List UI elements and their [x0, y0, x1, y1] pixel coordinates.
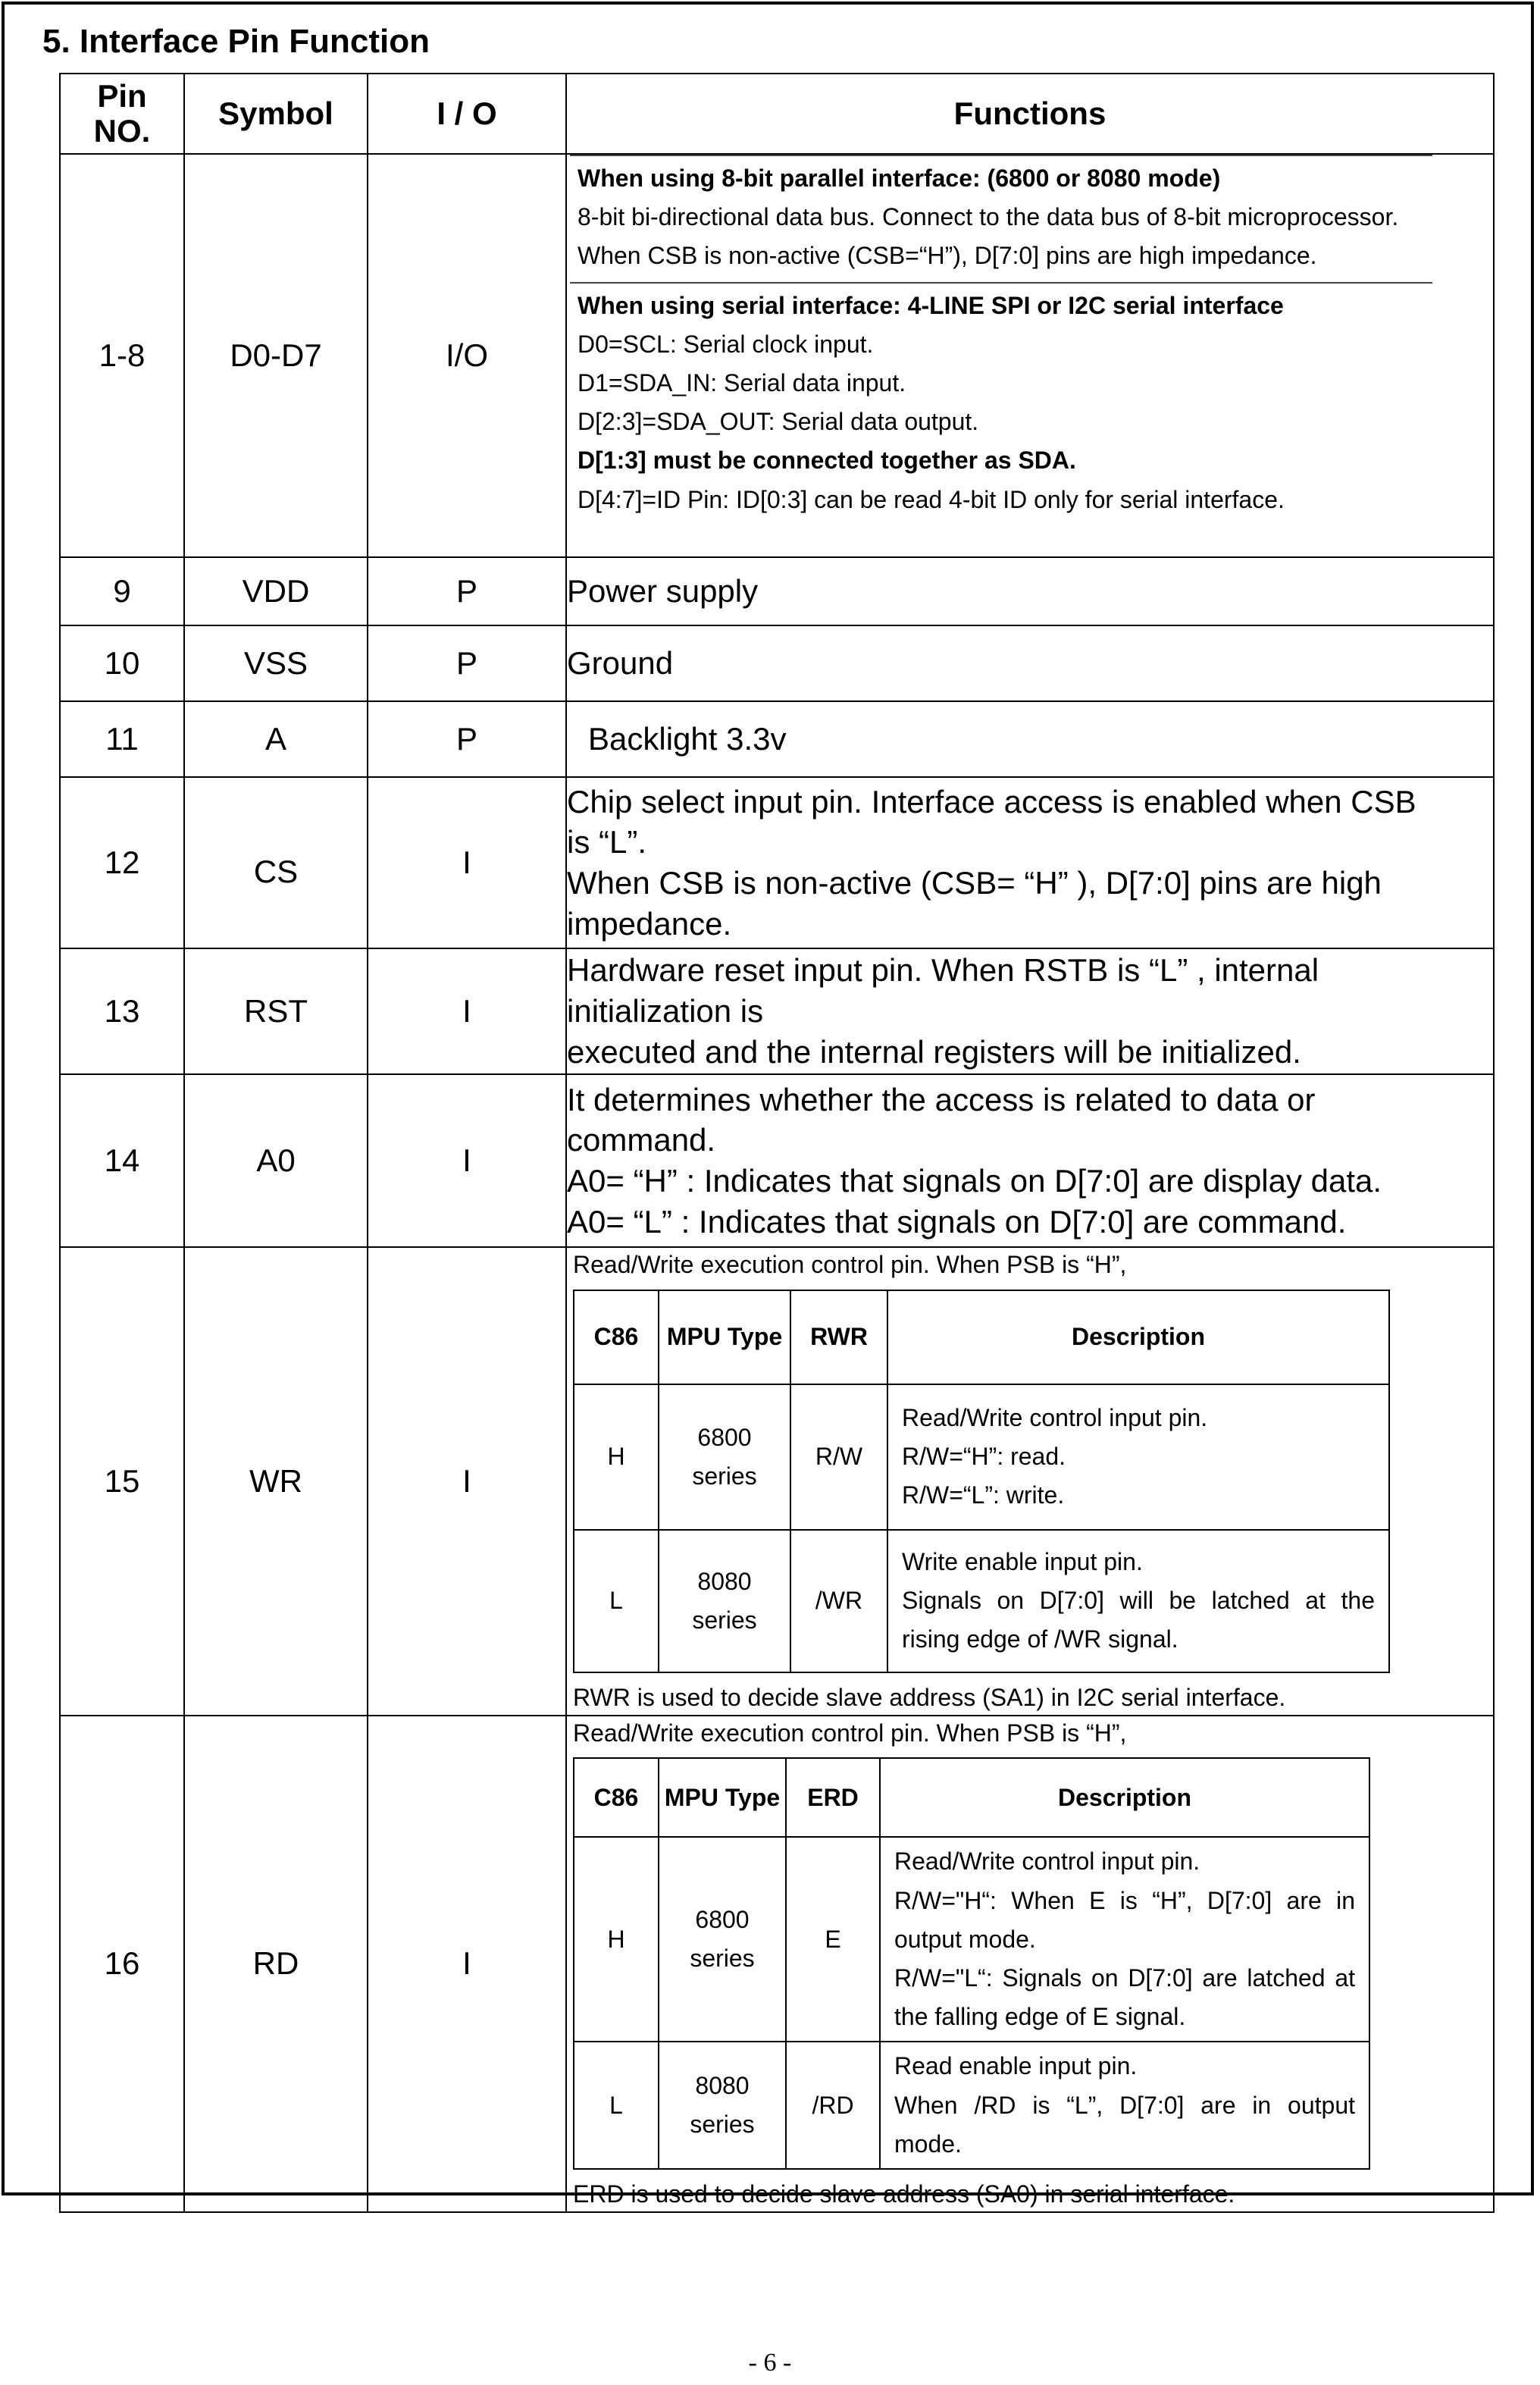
inner-header-erd: ERD [786, 1758, 880, 1837]
signal-cell: /RD [786, 2042, 880, 2169]
inner-header-description: Description [887, 1290, 1389, 1384]
description-cell [887, 1530, 1389, 1672]
io-cell: I [368, 1247, 566, 1716]
serial-line-5: D[4:7]=ID Pin: ID[0:3] can be read 4-bit ID only for serial interface. [578, 485, 1285, 513]
symbol-cell: WR [184, 1247, 368, 1716]
io-cell: I [368, 1716, 566, 2212]
section-title: 5. Interface Pin Function [42, 23, 430, 60]
description-line-1: Write enable input pin. [902, 1548, 1143, 1576]
signal-cell: /WR [790, 1530, 887, 1672]
inner-header-row [574, 1758, 1369, 1837]
symbol-cell: VDD [184, 557, 368, 625]
c86-cell: L [574, 2042, 659, 2169]
header-symbol: Symbol [184, 74, 368, 154]
table-row [60, 625, 1494, 701]
rd-mode-table [573, 1757, 1370, 2170]
header-pin-no: Pin NO. [60, 74, 184, 154]
serial-interface-block [570, 284, 1432, 522]
parallel-line-1: 8-bit bi-directional data bus. Connect to the data bus of 8-bit microprocessor. [578, 203, 1399, 231]
function-line-2: executed and the internal registers will be initialized. [567, 1033, 1301, 1070]
signal-cell: R/W [790, 1384, 887, 1530]
description-line-1: Read/Write control input pin. [894, 1848, 1200, 1876]
table-row [60, 948, 1494, 1074]
pin-cell: 12 [60, 777, 184, 948]
serial-line-2: D1=SDA_IN: Serial data input. [578, 368, 906, 396]
serial-heading: When using serial interface: 4-LINE SPI or I2C serial interface [578, 291, 1284, 319]
inner-header-c86: C86 [574, 1290, 659, 1384]
pin-cell: 10 [60, 625, 184, 701]
table-row [60, 1074, 1494, 1247]
rd-note: ERD is used to decide slave address (SA0) in serial interface. [573, 2180, 1235, 2208]
function-line-2: When CSB is non-active (CSB= “H” ), D[7:0] pins are high impedance. [567, 865, 1382, 942]
c86-cell: L [574, 1530, 659, 1672]
function-cell [566, 948, 1494, 1074]
inner-row [574, 1530, 1389, 1672]
symbol-cell: RD [184, 1716, 368, 2212]
serial-line-1: D0=SCL: Serial clock input. [578, 330, 874, 358]
mpu-type-cell: 8080 series [659, 1530, 790, 1672]
function-line-1: Hardware reset input pin. When RSTB is “L” , internal initialization is [567, 952, 1319, 1030]
table-row [60, 777, 1494, 948]
function-line-2: A0= “H” : Indicates that signals on D[7:0] are display data. [567, 1163, 1382, 1199]
symbol-cell: A [184, 701, 368, 777]
rd-intro: Read/Write execution control pin. When PSB is “H”, [573, 1719, 1127, 1747]
pin-cell: 16 [60, 1716, 184, 2212]
serial-line-4: D[1:3] must be connected together as SDA. [578, 447, 1076, 475]
description-line-3: R/W=“L”: write. [902, 1481, 1065, 1509]
serial-line-3: D[2:3]=SDA_OUT: Serial data output. [578, 408, 979, 436]
function-cell [566, 1074, 1494, 1247]
description-cell [880, 2042, 1369, 2169]
table-header-row [60, 74, 1494, 154]
io-cell: I [368, 948, 566, 1074]
function-cell [566, 154, 1494, 557]
inner-row [574, 2042, 1369, 2169]
symbol-cell: CS [184, 777, 368, 948]
c86-cell: H [574, 1837, 659, 2042]
wr-intro: Read/Write execution control pin. When PSB is “H”, [573, 1251, 1127, 1278]
symbol-cell: D0-D7 [184, 154, 368, 557]
symbol-cell: A0 [184, 1074, 368, 1247]
description-line-2: Signals on D[7:0] will be latched at the rising edge of /WR signal. [902, 1587, 1375, 1653]
inner-header-c86: C86 [574, 1758, 659, 1837]
function-line-3: A0= “L” : Indicates that signals on D[7:0] are command. [567, 1203, 1347, 1240]
pin-cell: 14 [60, 1074, 184, 1247]
pin-cell: 11 [60, 701, 184, 777]
page-number: - 6 - [748, 2349, 792, 2377]
parallel-heading: When using 8-bit parallel interface: (6800 or 8080 mode) [578, 165, 1221, 192]
pin-cell: 13 [60, 948, 184, 1074]
function-cell: Ground [566, 625, 1494, 701]
signal-cell: E [786, 1837, 880, 2042]
inner-header-mpu-type: MPU Type [659, 1290, 790, 1384]
description-line-2: R/W="H“: When E is “H”, D[7:0] are in output mode. [894, 1886, 1355, 1953]
inner-header-row [574, 1290, 1389, 1384]
pin-function-table [59, 73, 1495, 2213]
io-cell: I [368, 777, 566, 948]
function-cell [566, 1247, 1494, 1716]
inner-header-mpu-type: MPU Type [659, 1758, 786, 1837]
description-cell [880, 1837, 1369, 2042]
c86-cell: H [574, 1384, 659, 1530]
function-cell: Backlight 3.3v [566, 701, 1494, 777]
inner-header-rwr: RWR [790, 1290, 887, 1384]
description-line-1: Read/Write control input pin. [902, 1404, 1208, 1432]
io-cell: P [368, 701, 566, 777]
function-cell: Power supply [566, 557, 1494, 625]
description-cell [887, 1384, 1389, 1530]
mpu-type-cell: 8080 series [659, 2042, 786, 2169]
wr-note: RWR is used to decide slave address (SA1) in I2C serial interface. [573, 1683, 1286, 1711]
mpu-type-cell: 6800 series [659, 1837, 786, 2042]
symbol-cell: VSS [184, 625, 368, 701]
parallel-line-2: When CSB is non-active (CSB=“H”), D[7:0] pins are high impedance. [578, 242, 1317, 270]
function-cell [566, 1716, 1494, 2212]
table-row [60, 1247, 1494, 1716]
pin-cell: 15 [60, 1247, 184, 1716]
table-row [60, 701, 1494, 777]
description-line-2: When /RD is “L”, D[7:0] are in output mode. [894, 2091, 1355, 2158]
io-cell: P [368, 625, 566, 701]
header-io: I / O [368, 74, 566, 154]
inner-row [574, 1384, 1389, 1530]
io-cell: I/O [368, 154, 566, 557]
function-line-1: It determines whether the access is related to data or command. [567, 1081, 1316, 1158]
mpu-type-cell: 6800 series [659, 1384, 790, 1530]
table-row [60, 557, 1494, 625]
io-cell: P [368, 557, 566, 625]
pin-cell: 1-8 [60, 154, 184, 557]
description-line-1: Read enable input pin. [894, 2052, 1138, 2080]
table-row [60, 154, 1494, 557]
io-cell: I [368, 1074, 566, 1247]
pin-cell: 9 [60, 557, 184, 625]
symbol-cell: RST [184, 948, 368, 1074]
parallel-interface-block [570, 155, 1432, 284]
table-row [60, 1716, 1494, 2212]
function-cell [566, 777, 1494, 948]
inner-row [574, 1837, 1369, 2042]
description-line-2: R/W=“H”: read. [902, 1443, 1066, 1471]
wr-mode-table [573, 1290, 1390, 1673]
inner-header-description: Description [880, 1758, 1369, 1837]
function-line-1: Chip select input pin. Interface access is enabled when CSB is “L”. [567, 783, 1416, 860]
header-functions: Functions [566, 74, 1494, 154]
description-line-3: R/W="L“: Signals on D[7:0] are latched at the falling edge of E signal. [894, 1963, 1355, 2031]
